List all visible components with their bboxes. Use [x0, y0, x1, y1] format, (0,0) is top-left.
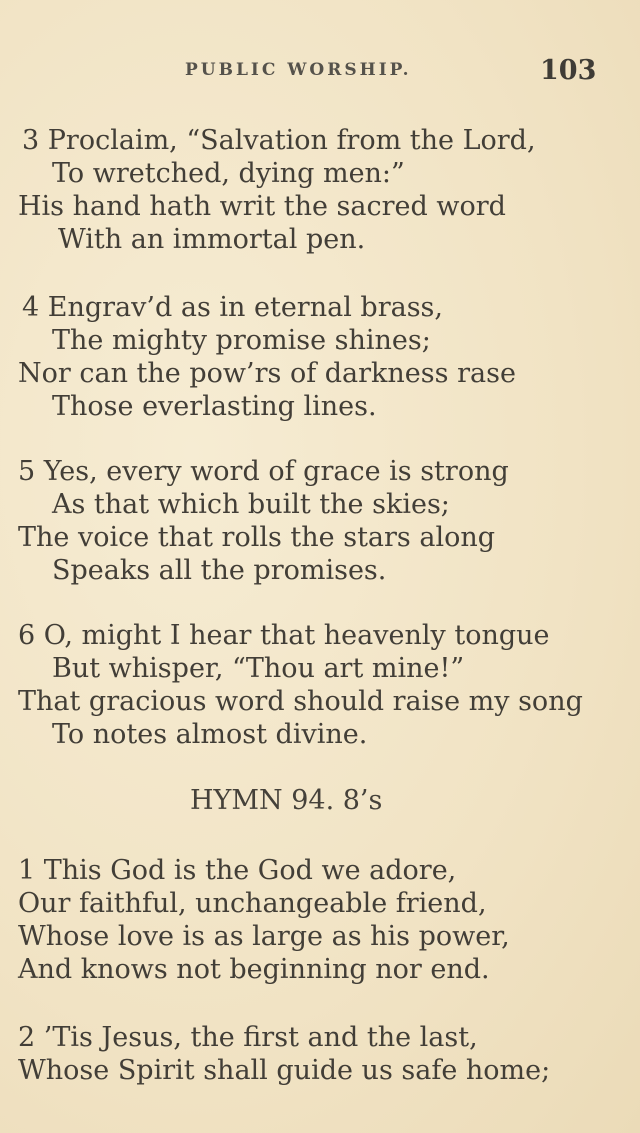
verse-line: As that which built the skies; [52, 489, 450, 520]
verse-line: But whisper, “Thou art mine!” [52, 653, 465, 684]
verse-line: That gracious word should raise my song [18, 686, 583, 717]
verse-line: The mighty promise shines; [52, 325, 431, 356]
verse-line: To wretched, dying men:” [52, 158, 405, 189]
verse-line: 4 Engrav’d as in eternal brass, [22, 292, 443, 323]
verse-line: 3 Proclaim, “Salvation from the Lord, [22, 125, 536, 156]
verse-line: 1 This God is the God we adore, [18, 855, 457, 886]
verse-line: To notes almost divine. [52, 719, 368, 750]
running-title: PUBLIC WORSHIP. [185, 60, 412, 80]
verse-line: The voice that rolls the stars along [18, 522, 496, 553]
verse-line: 5 Yes, every word of grace is strong [18, 456, 509, 487]
hymn-heading: HYMN 94. 8’s [190, 785, 383, 816]
verse-line: Those everlasting lines. [52, 391, 377, 422]
verse-line: And knows not beginning nor end. [18, 954, 490, 985]
verse-line: His hand hath writ the sacred word [18, 191, 506, 222]
page-number: 103 [540, 55, 597, 86]
verse-line: Nor can the pow’rs of darkness rase [18, 358, 516, 389]
verse-line: 2 ’Tis Jesus, the first and the last, [18, 1022, 478, 1053]
verse-line: 6 O, might I hear that heavenly tongue [18, 620, 550, 651]
verse-line: With an immortal pen. [58, 224, 366, 255]
verse-line: Whose Spirit shall guide us safe home; [18, 1055, 551, 1086]
verse-line: Whose love is as large as his power, [18, 921, 510, 952]
verse-line: Our faithful, unchangeable friend, [18, 888, 487, 919]
verse-line: Speaks all the promises. [52, 555, 387, 586]
